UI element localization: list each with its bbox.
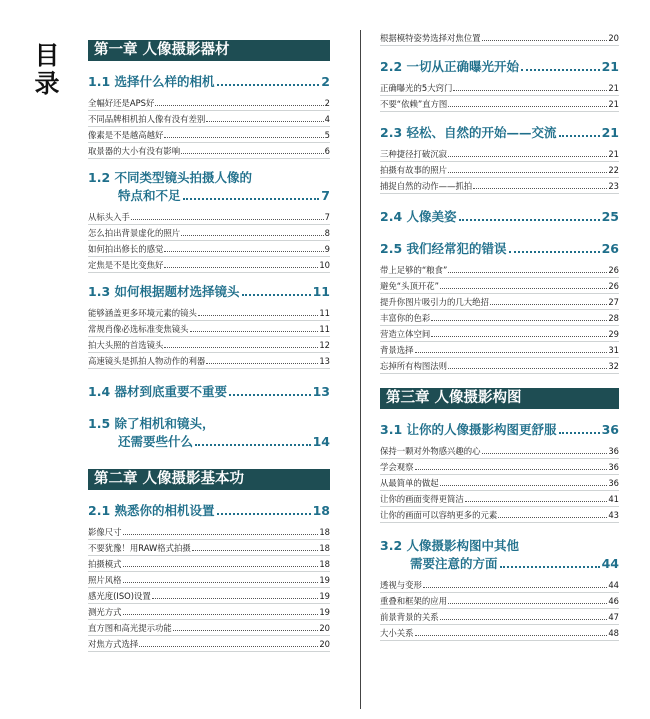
dot-leader: [440, 619, 608, 620]
entry-title: 拍摄模式: [88, 559, 122, 569]
entry-title: 对焦方式选择: [88, 639, 139, 649]
chapter-heading: 第一章 人像摄影器材: [88, 40, 330, 61]
entry-title: 背景选择: [380, 345, 414, 355]
entry-title: 能够涵盖更多环境元素的镜头: [88, 308, 197, 318]
toc-entry[interactable]: [380, 80, 619, 96]
page-number: 27: [608, 297, 619, 307]
dot-leader: [217, 84, 320, 86]
entry-title: 让你的画面变得更简洁: [380, 494, 464, 504]
page-number: 5: [324, 130, 330, 140]
toc-entry[interactable]: [380, 491, 619, 507]
section-title: 2.3 轻松、自然的开始——交流: [380, 125, 557, 140]
dot-leader: [448, 156, 607, 157]
entry-title: 全幅好还是APS好: [88, 98, 155, 108]
entry-title: 学会观察: [380, 462, 414, 472]
entry-title: 拍大头照的首选镜头: [88, 340, 164, 350]
toc-entry[interactable]: [380, 30, 619, 46]
page-number: 23: [608, 181, 619, 191]
dot-leader: [440, 485, 608, 486]
page-number: 13: [312, 384, 330, 399]
page-number: 36: [608, 478, 619, 488]
page-number: 12: [319, 340, 330, 350]
dot-leader: [164, 347, 318, 348]
dot-leader: [465, 501, 608, 502]
dot-leader: [164, 267, 318, 268]
dot-leader: [195, 444, 311, 446]
page-number: 20: [319, 623, 330, 633]
dot-leader: [423, 587, 607, 588]
dot-leader: [448, 172, 607, 173]
toc-entry[interactable]: [88, 588, 330, 604]
page-number: 20: [319, 639, 330, 649]
dot-leader: [431, 336, 607, 337]
entry-title: 取景器的大小有没有影响: [88, 146, 181, 156]
toc-entry[interactable]: [88, 305, 330, 321]
page-number: 19: [319, 575, 330, 585]
page-number: 41: [608, 494, 619, 504]
toc-entry[interactable]: [380, 577, 619, 593]
dot-leader: [181, 153, 324, 154]
toc-entry[interactable]: [380, 342, 619, 358]
dot-leader: [131, 219, 324, 220]
toc-entry[interactable]: [380, 310, 619, 326]
section-title: 1.4 器材到底重要不重要: [88, 384, 227, 399]
page-number: 26: [608, 265, 619, 275]
dot-leader: [206, 121, 323, 122]
section-heading-line1: 1.5 除了相机和镜头，: [88, 416, 215, 431]
toc-entry[interactable]: [88, 524, 330, 540]
entry-title: 前景背景的关系: [380, 612, 439, 622]
section-heading[interactable]: [380, 537, 619, 573]
dot-leader: [217, 513, 311, 515]
page-number: 28: [608, 313, 619, 323]
toc-entry[interactable]: [88, 209, 330, 225]
page-number: 26: [601, 241, 619, 256]
toc-entry[interactable]: [380, 294, 619, 310]
entry-title: 拍摄有故事的照片: [380, 165, 447, 175]
toc-entry[interactable]: [380, 96, 619, 112]
dot-leader: [415, 469, 608, 470]
toc-entry[interactable]: [380, 146, 619, 162]
page-number: 21: [608, 99, 619, 109]
dot-leader: [482, 453, 608, 454]
section-heading[interactable]: [380, 208, 619, 226]
entry-title: 让你的画面可以容纳更多的元素: [380, 510, 498, 520]
section-title: 2.5 我们经常犯的错误: [380, 241, 507, 256]
entry-title: 直方图和高光提示功能: [88, 623, 172, 633]
entry-title: 像素是不是越高越好: [88, 130, 164, 140]
entry-title: 三种捷径打破沉寂: [380, 149, 447, 159]
page-number: 47: [608, 612, 619, 622]
page-number: 26: [608, 281, 619, 291]
toc-entry[interactable]: [88, 257, 330, 273]
page-number: 7: [324, 212, 330, 222]
toc-entry[interactable]: [88, 225, 330, 241]
page-number: 46: [608, 596, 619, 606]
entry-title: 不要犹豫！用RAW格式拍摄: [88, 543, 191, 553]
dot-leader: [415, 635, 608, 636]
entry-title: 怎么拍出背景虚化的照片: [88, 228, 181, 238]
dot-leader: [498, 517, 607, 518]
toc-entry[interactable]: [88, 556, 330, 572]
toc-entry[interactable]: [88, 540, 330, 556]
toc-entry[interactable]: [380, 593, 619, 609]
entry-title: 透视与变形: [380, 580, 422, 590]
page-number: 43: [608, 510, 619, 520]
toc-column-right: [360, 30, 619, 709]
entry-title: 从标头入手: [88, 212, 130, 222]
toc-entry[interactable]: [380, 262, 619, 278]
page-number: 4: [324, 114, 330, 124]
toc-entry[interactable]: [380, 507, 619, 523]
page-number: 36: [601, 422, 619, 437]
dot-leader: [123, 534, 319, 535]
dot-leader: [181, 235, 324, 236]
dot-leader: [521, 69, 600, 71]
toc-entry[interactable]: [88, 572, 330, 588]
entry-title: 忘掉所有构图法则: [380, 361, 447, 371]
dot-leader: [448, 603, 607, 604]
section-heading-line1: 3.2 人像摄影构图中其他: [380, 538, 519, 553]
dot-leader: [229, 394, 311, 396]
page-number: 9: [324, 244, 330, 254]
toc-entry[interactable]: [380, 625, 619, 641]
dot-leader: [190, 331, 319, 332]
page-number: 44: [601, 556, 619, 571]
toc-entry[interactable]: [380, 443, 619, 459]
page-number: 8: [324, 228, 330, 238]
dot-leader: [415, 352, 608, 353]
page-number: 2: [324, 98, 330, 108]
page-title: [33, 42, 61, 98]
dot-leader: [448, 368, 607, 369]
page-number: 21: [601, 125, 619, 140]
dot-leader: [192, 550, 319, 551]
section-title: 特点和不足: [118, 188, 181, 203]
page-number: 48: [608, 628, 619, 638]
toc-entry[interactable]: [88, 127, 330, 143]
section-title: 1.3 如何根据题材选择镜头: [88, 284, 240, 299]
toc-entry[interactable]: [380, 459, 619, 475]
entry-title: 测光方式: [88, 607, 122, 617]
entry-title: 丰富你的色彩: [380, 313, 431, 323]
page-number: 20: [608, 33, 619, 43]
page-number: 18: [319, 559, 330, 569]
page-number: 6: [324, 146, 330, 156]
entry-title: 重叠和框架的应用: [380, 596, 447, 606]
page-number: 21: [608, 83, 619, 93]
page-number: 18: [319, 543, 330, 553]
page-number: 36: [608, 446, 619, 456]
section-heading[interactable]: [88, 169, 330, 205]
entry-title: 捕捉自然的动作——抓拍: [380, 181, 473, 191]
entry-title: 提升你图片吸引力的几大绝招: [380, 297, 489, 307]
section-heading[interactable]: [88, 73, 330, 91]
dot-leader: [431, 320, 607, 321]
toc-entry[interactable]: [88, 636, 330, 652]
section-heading[interactable]: [88, 502, 330, 520]
toc-entry[interactable]: [380, 358, 619, 374]
entry-title: 照片风格: [88, 575, 122, 585]
toc-entry[interactable]: [88, 241, 330, 257]
entry-title: 避免“头顶开花”: [380, 281, 439, 291]
toc-entry[interactable]: [88, 95, 330, 111]
dot-leader: [155, 105, 323, 106]
dot-leader: [490, 304, 607, 305]
toc-entry[interactable]: [88, 353, 330, 369]
entry-title: 定焦是不是比变焦好: [88, 260, 164, 270]
dot-leader: [173, 630, 319, 631]
dot-leader: [206, 363, 318, 364]
toc-entry[interactable]: [88, 604, 330, 620]
section-heading-line1: 1.2 不同类型镜头拍摄人像的: [88, 170, 252, 185]
dot-leader: [453, 90, 607, 91]
section-heading[interactable]: [88, 383, 330, 401]
page-number: 25: [601, 209, 619, 224]
page-number: 21: [601, 59, 619, 74]
toc-entry[interactable]: [380, 278, 619, 294]
page-number: 13: [319, 356, 330, 366]
section-title: 需要注意的方面: [410, 556, 498, 571]
entry-title: 高速镜头是抓拍人物动作的利器: [88, 356, 206, 366]
section-title: 2.2 一切从正确曝光开始: [380, 59, 519, 74]
toc-entry[interactable]: [380, 609, 619, 625]
page-number: 19: [319, 591, 330, 601]
entry-title: 从最简单的做起: [380, 478, 439, 488]
page-number: 44: [608, 580, 619, 590]
dot-leader: [164, 137, 323, 138]
dot-leader: [500, 566, 600, 568]
toc-entry[interactable]: [380, 475, 619, 491]
page-number: 7: [321, 188, 330, 203]
dot-leader: [559, 432, 600, 434]
section-title: 3.1 让你的人像摄影构图更舒服: [380, 422, 557, 437]
dot-leader: [509, 251, 600, 253]
toc-entry[interactable]: [380, 178, 619, 194]
toc-column-left: [88, 40, 330, 652]
section-title: 2.4 人像美姿: [380, 209, 457, 224]
entry-title: 保持一颗对外物感兴趣的心: [380, 446, 481, 456]
page-number: 18: [312, 503, 330, 518]
toc-entry[interactable]: [88, 337, 330, 353]
entry-title: 带上足够的“粮食”: [380, 265, 448, 275]
section-title: 还需要些什么: [118, 434, 194, 449]
entry-title: 营造立体空间: [380, 329, 431, 339]
dot-leader: [123, 614, 319, 615]
section-heading[interactable]: [88, 415, 330, 451]
dot-leader: [448, 272, 607, 273]
entry-title: 根据模特姿势选择对焦位置: [380, 33, 481, 43]
page-number: 36: [608, 462, 619, 472]
section-heading[interactable]: [88, 283, 330, 301]
chapter-heading: 第三章 人像摄影构图: [380, 388, 619, 409]
dot-leader: [473, 188, 607, 189]
dot-leader: [448, 106, 607, 107]
page-number: 21: [608, 149, 619, 159]
toc-entry[interactable]: [88, 620, 330, 636]
page-title-char: 目: [34, 41, 60, 70]
toc-entry[interactable]: [380, 326, 619, 342]
entry-title: 感光度(ISO)设置: [88, 591, 151, 601]
toc-entry[interactable]: [380, 162, 619, 178]
entry-title: 影像尺寸: [88, 527, 122, 537]
dot-leader: [242, 294, 311, 296]
dot-leader: [440, 288, 607, 289]
page-number: 10: [319, 260, 330, 270]
page-number: 29: [608, 329, 619, 339]
entry-title: 不要“依赖”直方图: [380, 99, 448, 109]
entry-title: 不同品牌相机拍人像有没有差别: [88, 114, 206, 124]
toc-entry[interactable]: [88, 321, 330, 337]
entry-title: 如何拍出修长的感觉: [88, 244, 164, 254]
section-heading[interactable]: [380, 58, 619, 76]
chapter-heading: 第二章 人像摄影基本功: [88, 469, 330, 490]
page-number: 2: [321, 74, 330, 89]
dot-leader: [459, 219, 600, 221]
dot-leader: [164, 251, 323, 252]
dot-leader: [123, 566, 319, 567]
section-heading[interactable]: [380, 124, 619, 142]
page-number: 31: [608, 345, 619, 355]
page-title-char: 录: [34, 69, 60, 98]
section-title: 2.1 熟悉你的相机设置: [88, 503, 215, 518]
page-number: 11: [319, 324, 330, 334]
toc-entry[interactable]: [88, 111, 330, 127]
page-number: 32: [608, 361, 619, 371]
page-number: 22: [608, 165, 619, 175]
section-heading[interactable]: [380, 240, 619, 258]
page-number: 19: [319, 607, 330, 617]
page-number: 14: [312, 434, 330, 449]
section-title: 1.1 选择什么样的相机: [88, 74, 215, 89]
dot-leader: [139, 646, 318, 647]
dot-leader: [152, 598, 319, 599]
entry-title: 正确曝光的5大窍门: [380, 83, 453, 93]
dot-leader: [198, 315, 318, 316]
entry-title: 大小关系: [380, 628, 414, 638]
section-heading[interactable]: [380, 421, 619, 439]
dot-leader: [123, 582, 319, 583]
toc-entry[interactable]: [88, 143, 330, 159]
dot-leader: [482, 40, 608, 41]
entry-title: 常规肖像必选标准变焦镜头: [88, 324, 189, 334]
page-number: 11: [312, 284, 330, 299]
dot-leader: [559, 135, 600, 137]
dot-leader: [183, 198, 320, 200]
page-number: 11: [319, 308, 330, 318]
page-number: 18: [319, 527, 330, 537]
